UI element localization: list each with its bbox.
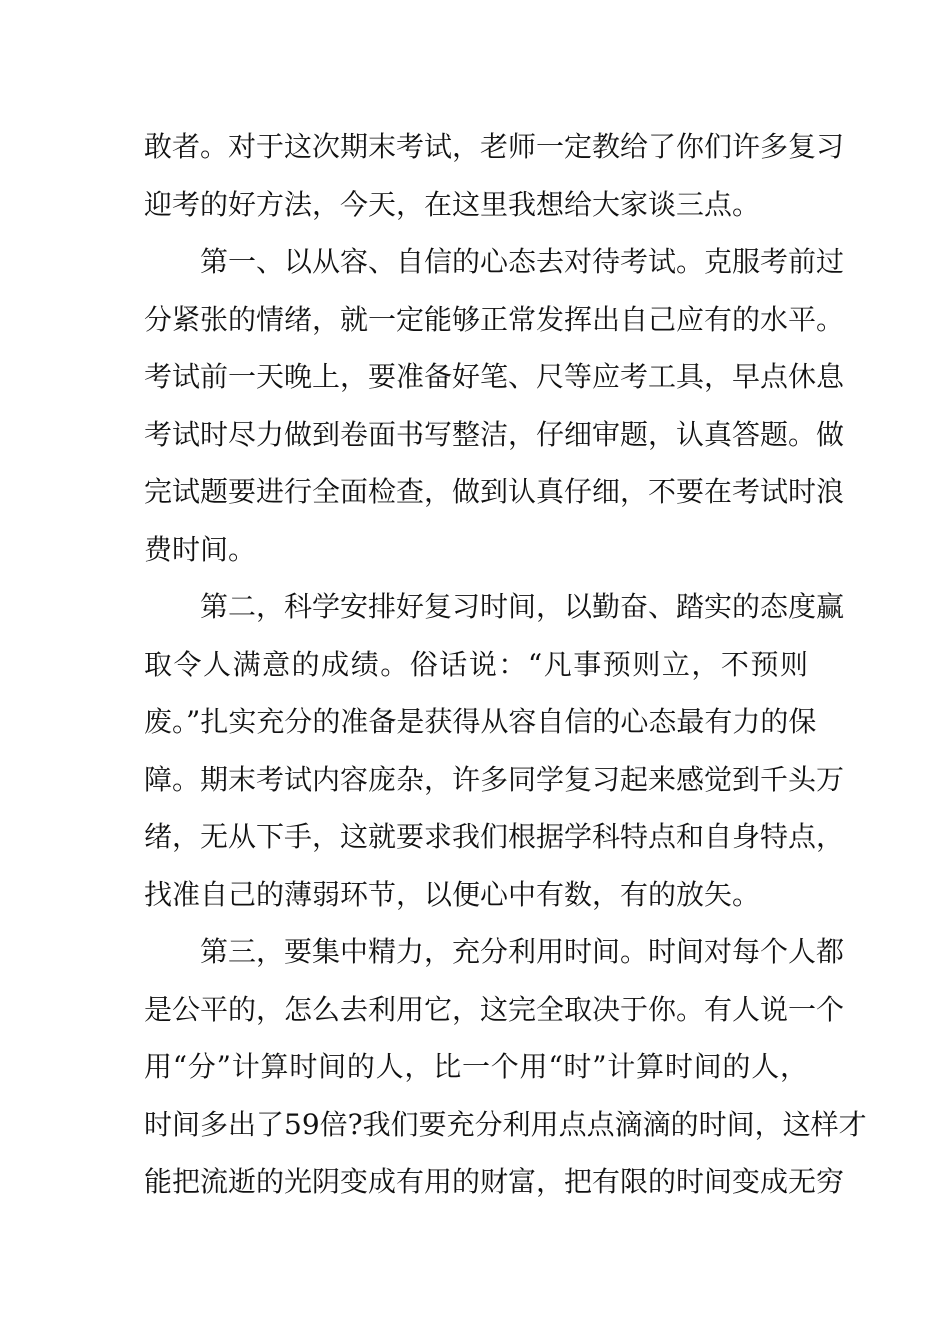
text-line: 考试时尽力做到卷面书写整洁，仔细审题，认真答题。做: [144, 417, 845, 451]
text-line: 废。”扎实充分的准备是获得从容自信的心态最有力的保: [144, 705, 817, 738]
paragraph-first-line: 第二，科学安排好复习时间，以勤奋、踏实的态度赢: [200, 590, 845, 623]
text-line: 敢者。对于这次期末考试，老师一定教给了你们许多复习: [144, 130, 845, 163]
text-line: 能把流逝的光阴变成有用的财富，把有限的时间变成无穷: [144, 1165, 845, 1198]
body-text: [144, 118, 867, 1211]
paragraph-first-line: 第一、以从容、自信的心态去对待考试。克服考前过: [200, 245, 845, 278]
text-line: 绪，无从下手，这就要求我们根据学科特点和自身特点，: [144, 820, 845, 853]
text-line: 用“分”计算时间的人，比一个用“时”计算时间的人，: [144, 1050, 808, 1083]
text-line: 时间多出了59倍?我们要充分利用点点滴滴的时间，这样才: [144, 1107, 867, 1141]
paragraph-first-line: 第三，要集中精力，充分利用时间。时间对每个人都: [200, 935, 845, 968]
text-line: 障。期末考试内容庞杂，许多同学复习起来感觉到千头万: [144, 762, 845, 796]
text-line: 分紧张的情绪，就一定能够正常发挥出自己应有的水平。: [144, 302, 845, 336]
text-line: 找准自己的薄弱环节，以便心中有数，有的放矢。: [144, 877, 761, 911]
text-line: 是公平的，怎么去利用它，这完全取决于你。有人说一个: [144, 992, 845, 1026]
text-line: 取令人满意的成绩。俗话说：“凡事预则立，不预则: [144, 647, 808, 681]
text-line: 迎考的好方法，今天，在这里我想给大家谈三点。: [144, 187, 761, 221]
text-line: 费时间。: [144, 532, 257, 566]
text-line: 考试前一天晚上，要准备好笔、尺等应考工具，早点休息: [144, 360, 845, 393]
text-line: 完试题要进行全面检查，做到认真仔细，不要在考试时浪: [144, 475, 845, 508]
